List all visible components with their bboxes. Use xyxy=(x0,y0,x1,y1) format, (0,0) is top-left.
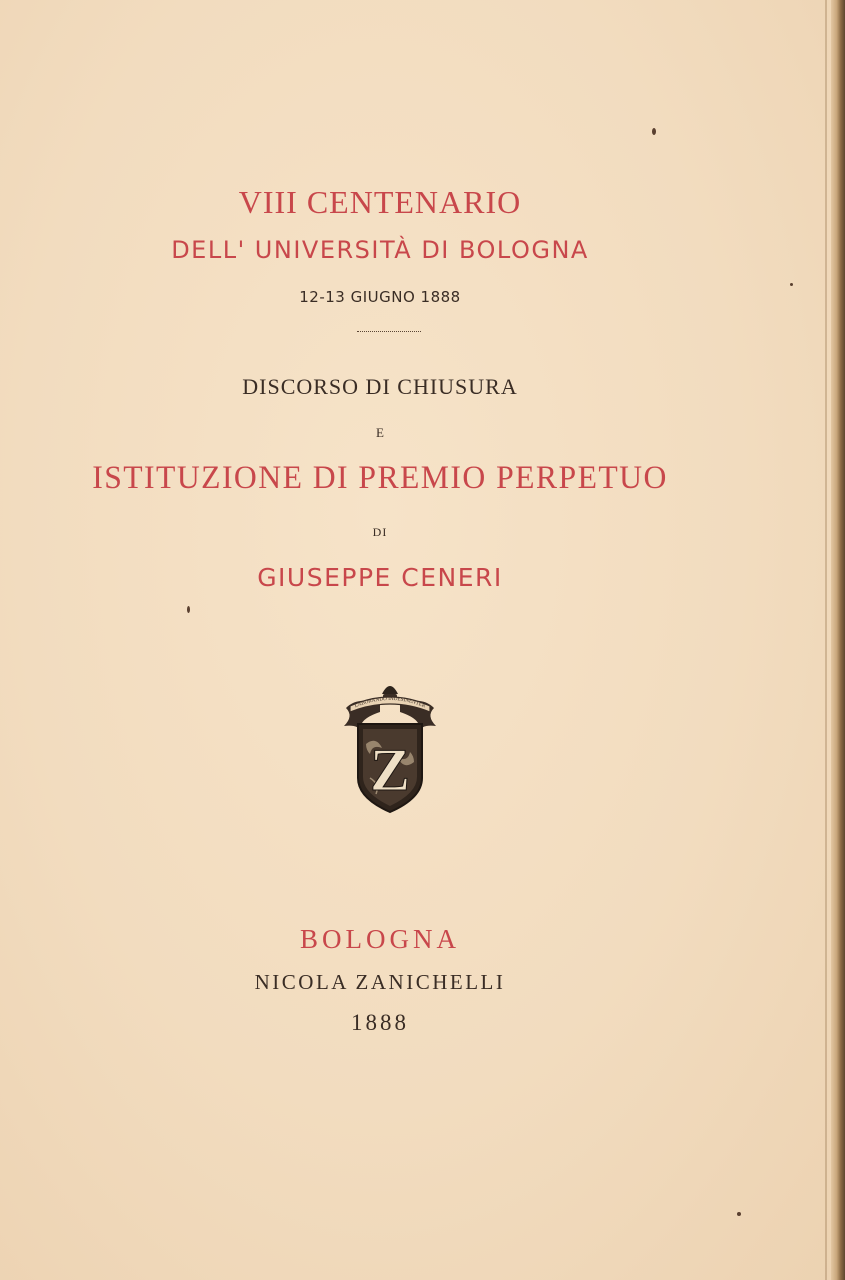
page-edge xyxy=(831,0,845,1280)
emblem-monogram: Z xyxy=(369,737,411,803)
event-date: 12-13 GIUGNO 1888 xyxy=(299,288,461,306)
imprint-year: 1888 xyxy=(351,1010,409,1035)
ink-speck xyxy=(737,1212,741,1216)
imprint-city: BOLOGNA xyxy=(300,924,460,954)
university-heading: DELL' UNIVERSITÀ DI BOLOGNA xyxy=(171,236,589,264)
by-label: DI xyxy=(372,525,388,539)
ink-speck xyxy=(187,606,190,613)
author-name: GIUSEPPE CENERI xyxy=(257,563,503,592)
page-edge-shadow xyxy=(825,0,827,1280)
discourse-title: DISCORSO DI CHIUSURA xyxy=(242,374,518,399)
main-title: ISTITUZIONE DI PREMIO PERPETUO xyxy=(92,460,668,496)
imprint-publisher: NICOLA ZANICHELLI xyxy=(254,970,506,994)
ink-speck xyxy=(652,128,656,135)
dotted-divider xyxy=(357,331,421,332)
conjunction: E xyxy=(376,425,384,440)
publisher-emblem-icon xyxy=(336,674,444,816)
emblem-motto: LABORANDO INDESINENTER xyxy=(353,695,427,710)
centenary-heading: VIII CENTENARIO xyxy=(238,184,522,220)
ink-speck xyxy=(790,283,793,286)
